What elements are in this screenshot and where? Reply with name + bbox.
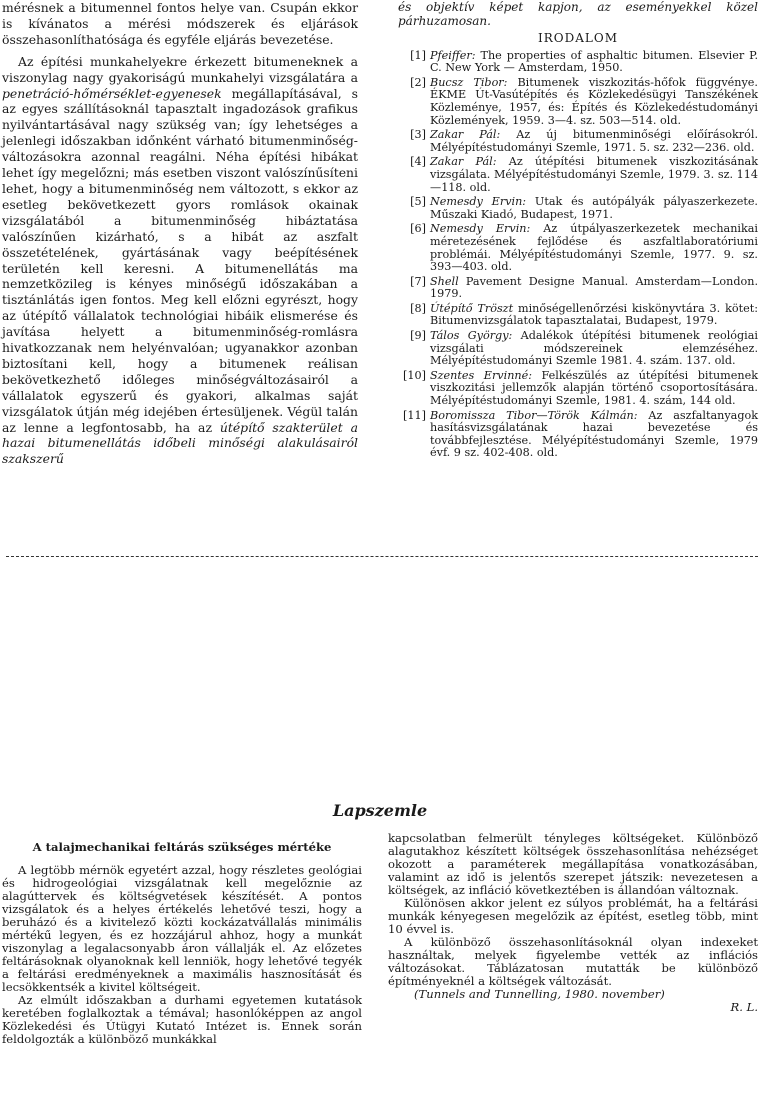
reference-author: Nemesdy Ervin: bbox=[430, 222, 531, 236]
reference-author: Nemesdy Ervin: bbox=[430, 195, 527, 209]
reference-text bbox=[430, 330, 758, 368]
bottom-right-column bbox=[388, 832, 758, 1014]
reference-item bbox=[398, 303, 758, 328]
reference-text bbox=[430, 196, 758, 221]
reference-text bbox=[430, 223, 758, 273]
reference-text bbox=[430, 303, 758, 328]
paragraph: Az elmúlt időszakban a durhami egyetemen kutatások keretében foglalkoztak a témával; hasonlóképpen az angol Közlekedési és Útügyi Kutató Intézet is. Ennek során feldolgozták a különböző munkákkal bbox=[2, 993, 362, 1046]
top-left-column bbox=[2, 0, 358, 467]
reference-author: Zakar Pál: bbox=[430, 128, 501, 142]
reference-item bbox=[398, 223, 758, 273]
top-right-column bbox=[398, 0, 758, 462]
reference-details: Az új bitumenminőségi előírásokról. Mélyépítéstudományi Szemle, 1971. 5. sz. 232—236. old. bbox=[430, 128, 758, 154]
reference-details: Adalékok útépítési bitumenek reológiai vizsgálati módszereinek elemzéséhez. Mélyépítéstudományi Szemle 1981. 4. szám. 137. old. bbox=[430, 329, 759, 368]
reference-author: Tálos György: bbox=[430, 329, 513, 343]
reference-details: minőségellenőrzési kiskönyvtára 3. kötet: Bitumenvizsgálatok tapasztalatai, Budapest, 1979. bbox=[430, 301, 758, 328]
reference-details: Felkészülés az útépítési bitumenek viszkozitási jellemzők alapján történő csoportosítására. Mélyépítéstudományi Szemle, 1981. 4. szám, 144 old. bbox=[430, 368, 759, 408]
reference-number: [1] bbox=[410, 48, 426, 62]
reference-number: [4] bbox=[410, 155, 426, 169]
reference-number: [10] bbox=[403, 368, 426, 382]
text-run: Az építési munkahelyekre érkezett bitumeneknek a viszonylag nagy gyakoriságú munkahelyi vizsgálatára a bbox=[2, 53, 358, 85]
reference-number: [6] bbox=[410, 222, 426, 236]
reference-author: Zakar Pál: bbox=[430, 155, 497, 169]
reference-author: Útépítő Tröszt bbox=[430, 301, 514, 315]
reference-details: Bitumenek viszkozitás-hőfok függvénye. ÉKME Út-Vasútépítés és Közlekedésügyi Tanszékének Közleménye, 1957, és: Építés és Közlekedéstudományi Közlemények, 1959. 3—4. sz. 503—514. old. bbox=[430, 75, 758, 127]
reference-text bbox=[430, 156, 758, 194]
reference-text bbox=[430, 129, 758, 154]
reference-author: Pfeiffer: bbox=[430, 48, 476, 62]
reference-number: [7] bbox=[410, 274, 426, 288]
reference-author: Bucsz Tibor: bbox=[430, 75, 508, 89]
reference-item bbox=[398, 410, 758, 460]
reference-number: [8] bbox=[410, 301, 426, 315]
reference-number: [9] bbox=[410, 329, 426, 343]
reference-author: Boromissza Tibor—Török Kálmán: bbox=[430, 408, 638, 422]
reference-author: Shell bbox=[430, 274, 459, 288]
bottom-left-column bbox=[2, 841, 362, 1046]
paragraph: kapcsolatban felmerült tényleges költségeket. Különböző alagutakhoz készített költségek összehasonlítása nehézséget okozott a paraméterek megállapítása vonatkozásában, valamint az idő is jelentős szerepet játszik: nevezetesen a költségek, az infláció következtében is állandóan változnak. bbox=[388, 831, 758, 897]
section-title: Lapszemle bbox=[332, 801, 428, 820]
reference-item bbox=[398, 330, 758, 368]
reference-text bbox=[430, 410, 758, 460]
emphasis: penetráció-hőmérséklet-egyenesek bbox=[2, 85, 222, 101]
reference-details: Az aszfaltanyagok hasításvizsgálatának hazai bevezetése és továbbfejlesztése. Mélyépítéstudományi Szemle, 1979 évf. 9 sz. 402-408. old. bbox=[430, 408, 758, 460]
reference-text bbox=[430, 50, 758, 75]
reference-number: [3] bbox=[410, 128, 426, 142]
reference-item bbox=[398, 156, 758, 194]
reference-item bbox=[398, 196, 758, 221]
reference-details: Utak és autópályák pályaszerkezete. Műszaki Kiadó, Budapest, 1971. bbox=[430, 195, 758, 221]
reference-item bbox=[398, 129, 758, 154]
reference-item bbox=[398, 77, 758, 127]
reference-number: [2] bbox=[410, 75, 426, 89]
reference-number: [11] bbox=[403, 408, 426, 422]
references-title: IRODALOM bbox=[538, 31, 618, 45]
reference-text bbox=[430, 276, 758, 301]
reference-author: Szentes Ervinné: bbox=[430, 368, 532, 382]
source-citation: (Tunnels and Tunnelling, 1980. november) bbox=[414, 987, 665, 1001]
reference-details: Az útépítési bitumenek viszkozitásának vizsgálata. Mélyépítéstudományi Szemle, 1979. 3. sz. 114—118. old. bbox=[430, 155, 758, 194]
paragraph: mérésnek a bitumennel fontos helye van. Csupán ekkor is kívánatos a mérési módszerek és eljárások összehasonlíthatósága és egyféle eljárás bevezetése. bbox=[2, 0, 358, 47]
paragraph: Különösen akkor jelent ez súlyos problémát, ha a feltárási munkák kényegesen megelőzik az építést, esetleg több, mint 10 évvel is. bbox=[388, 896, 758, 936]
reference-details: Az útpályaszerkezetek mechanikai méretezésének fejlődése és aszfaltlaboratóriumi problémái. Mélyépítéstudományi Szemle, 1977. 9. sz. 393—403. old. bbox=[430, 222, 759, 274]
emphasis: útépítő szakterület a hazai bitumenellátás időbeli minőségi alakulásairól szakszerű bbox=[2, 419, 358, 467]
reference-details: Pavement Designe Manual. Amsterdam—London. 1979. bbox=[430, 274, 758, 301]
reference-list bbox=[398, 50, 758, 460]
reference-item bbox=[398, 370, 758, 408]
reference-number: [5] bbox=[410, 195, 426, 209]
reference-text bbox=[430, 370, 758, 408]
article-heading: A talajmechanikai feltárás szükséges mértéke bbox=[32, 840, 332, 854]
paragraph: A legtöbb mérnök egyetért azzal, hogy részletes geológiai és hidrogeológiai vizsgálatnak kell megelőznie az alagúttervek és költségvetések készítését. A pontos vizsgálatok és a helyes értékelés lehetővé teszi, hogy a beruházó és a kivitelező közti kockázatvállalás minimális mértékű legyen, és ez hozzájárul ahhoz, hogy a munkát viszonylag a legalacsonyabb áron vállalják el. Az előzetes feltárásoknak olyanoknak kell lenniök, hogy lehetővé tegyék a feltárási eredményeknek a maximális hasznosítását és lecsökkentsék a kivitel költségeit. bbox=[2, 863, 362, 994]
text-run: megállapításával, s az egyes szállításoknál tapasztalt ingadozások grafikus nyilvántartásával nagy szükség van; így lehetséges a jelenlegi időszakban időnként várható bitumenminőség-változásokra azonnal reagálni. Néha építési hibákat lehet így megelőzni; más esetben viszont valószínűsíteni lehet, hogy a bitumenminőség nem változott, s ekkor az esetleg bekövetkezett gyors romlások okainak vizsgálatából a bitumenminőség hibáztatása valószínűen kizárható, s a hibát az aszfalt összetételének, gyártásának vagy beépítésének területén kell keresni. A bitumenellátás ma nemzetközileg is kényes minőségű időszakában a tisztánlátás igen fontos. Meg kell előzni egyrészt, hogy az útépítő vállalatok technológiai hibáik elismerése és javítása helyett a bitumenminőség-romlásra hivatkozzanak nem helyénvalóan; ugyanakkor azonban biztosítani kell, hogy a bitumenek reálisan bekövetkezhető időleges minőségváltozásairól a vállalatok egyszerű és gyakori, alkalmas saját vizsgálatok útján még idejében értesüljenek. Végül talán az lenne a legfontosabb, ha az bbox=[2, 85, 358, 435]
reference-item bbox=[398, 276, 758, 301]
reference-item bbox=[398, 50, 758, 75]
author-signature: R. L. bbox=[730, 1000, 758, 1014]
reference-details: The properties of asphaltic bitumen. Elsevier P. C. New York — Amsterdam, 1950. bbox=[430, 48, 758, 75]
section-divider bbox=[6, 556, 758, 557]
reference-text bbox=[430, 77, 758, 127]
continuation-text: és objektív képet kapjon, az eseményekkel közel párhuzamosan. bbox=[398, 0, 758, 28]
paragraph bbox=[2, 54, 358, 468]
paragraph: A különböző összehasonlításoknál olyan indexeket használtak, melyek figyelembe vették az inflációs változásokat. Táblázatosan mutatták be különböző építményeknél a költségek változását. bbox=[388, 935, 758, 988]
